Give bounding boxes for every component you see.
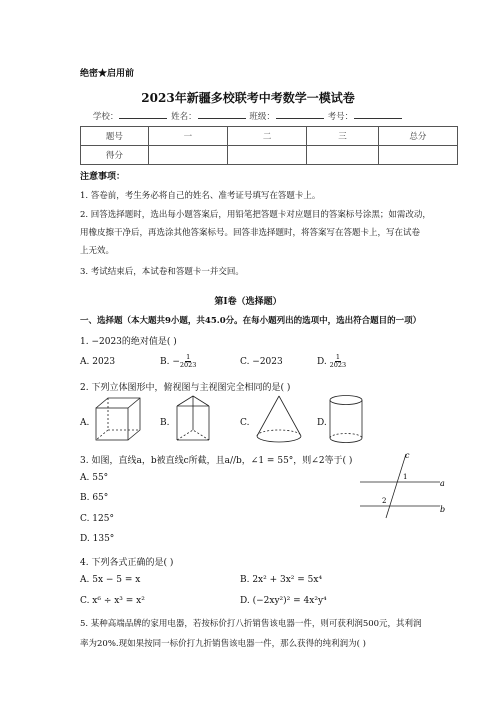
q1-option-b[interactable] [160, 354, 196, 369]
q2-stem: 2. 下列立体图形中，俯视图与主视图完全相同的是( ) [80, 383, 291, 393]
q1-option-d[interactable] [317, 354, 346, 369]
q2-option-b[interactable]: B. [160, 418, 170, 428]
score-cell: 二 [228, 127, 307, 146]
score-table-score-row [81, 146, 458, 165]
q1-option-c[interactable]: C. −2023 [240, 357, 283, 367]
name-label: 姓名： [171, 112, 197, 122]
fraction-numerator: 1 [186, 353, 191, 361]
q4-option-c[interactable]: C. x⁶ ÷ x³ = x² [80, 596, 145, 606]
note-2-line-3: 上无效。 [80, 246, 115, 256]
exam-title: 2023年新疆多校联考中考数学一模试卷 [141, 91, 355, 105]
note-2-line-1: 2. 回答选择题时，选出每小题答案后，用铅笔把答题卡对应题目的答案标号涂黑；如需改动， [80, 210, 431, 220]
note-1: 1. 答卷前，考生务必将自己的姓名、准考证号填写在答题卡上。 [80, 191, 321, 201]
fraction-denominator: 2023 [179, 361, 197, 369]
score-entry[interactable] [228, 146, 307, 165]
q1-option-d-prefix: D. [317, 357, 330, 367]
q3-stem: 3. 如图，直线a，b被直线c所截，且a//b，∠1 = 55°，则∠2等于( ) [80, 456, 353, 466]
secret-label: 绝密★启用前 [80, 69, 135, 79]
q3-option-b[interactable]: B. 65° [80, 493, 109, 503]
score-cell: 题号 [81, 127, 149, 146]
q3-option-d[interactable]: D. 135° [80, 534, 115, 544]
line-c [386, 454, 406, 518]
fraction-numerator: 1 [335, 353, 340, 361]
cone-figure [254, 394, 304, 446]
q3-option-a[interactable]: A. 55° [80, 473, 109, 483]
score-cell: 得分 [81, 146, 149, 165]
q1-option-d-fraction [330, 354, 347, 369]
cube-figure [94, 396, 142, 442]
fraction-denominator: 2023 [329, 361, 347, 369]
name-blank[interactable] [198, 110, 246, 119]
label-c: c [405, 451, 410, 460]
school-blank[interactable] [119, 110, 167, 119]
q1-option-a[interactable]: A. 2023 [80, 357, 116, 367]
q5-line-2: 率为20%.现如果按同一标价打九折销售该电器一件，那么获得的纯利润为( ) [80, 639, 366, 649]
score-entry[interactable] [378, 146, 457, 165]
score-cell: 三 [307, 127, 379, 146]
note-3: 3. 考试结束后，本试卷和答题卡一并交回。 [80, 267, 244, 277]
q1-option-b-prefix: B. − [160, 357, 180, 367]
score-table-header-row [81, 127, 458, 146]
q4-option-d[interactable]: D. (−2xy²)² = 4x²y⁴ [240, 596, 327, 606]
class-blank[interactable] [276, 110, 324, 119]
label-angle-2: 2 [382, 497, 387, 505]
score-cell: 总分 [378, 127, 457, 146]
number-blank[interactable] [354, 110, 402, 119]
student-info-line [0, 110, 496, 122]
q4-option-a[interactable]: A. 5x − 5 = x [80, 575, 141, 585]
school-label: 学校： [92, 112, 119, 122]
q4-option-b[interactable]: B. 2x² + 3x² = 5x⁴ [240, 575, 323, 585]
score-cell: 一 [148, 127, 227, 146]
number-label: 考号： [327, 112, 354, 122]
label-a: a [440, 479, 445, 488]
class-label: 班级： [249, 112, 275, 122]
q2-option-d[interactable]: D. [317, 418, 327, 428]
q2-option-a[interactable]: A. [80, 418, 90, 428]
score-entry[interactable] [148, 146, 227, 165]
q4-stem: 4. 下列各式正确的是( ) [80, 558, 174, 568]
q3-option-c[interactable]: C. 125° [80, 514, 114, 524]
label-b: b [440, 505, 446, 514]
q1-option-b-fraction [180, 354, 197, 369]
q2-option-c[interactable]: C. [240, 418, 250, 428]
section-heading: 一、选择题（本大题共9小题，共45.0分。在每小题列出的选项中，选出符合题目的一项） [80, 316, 422, 326]
parallel-lines-figure [356, 448, 446, 520]
note-2-line-2: 用橡皮擦干净后，再选涂其他答案标号。回答非选择题时，将答案写在答题卡上，写在试卷 [80, 228, 421, 238]
q5-line-1: 5. 某种高端品牌的家用电器，若按标价打八折销售该电器一件，则可获利润500元，其利润 [80, 619, 422, 629]
notes-title: 注意事项： [80, 172, 126, 182]
score-table [80, 126, 458, 165]
score-entry[interactable] [307, 146, 379, 165]
label-angle-1: 1 [403, 473, 408, 481]
triangular-prism-figure [173, 394, 219, 444]
part1-title: 第I卷（选择题） [214, 297, 282, 307]
cylinder-figure [328, 394, 364, 446]
q1-stem: 1. −2023的绝对值是( ) [80, 337, 177, 347]
